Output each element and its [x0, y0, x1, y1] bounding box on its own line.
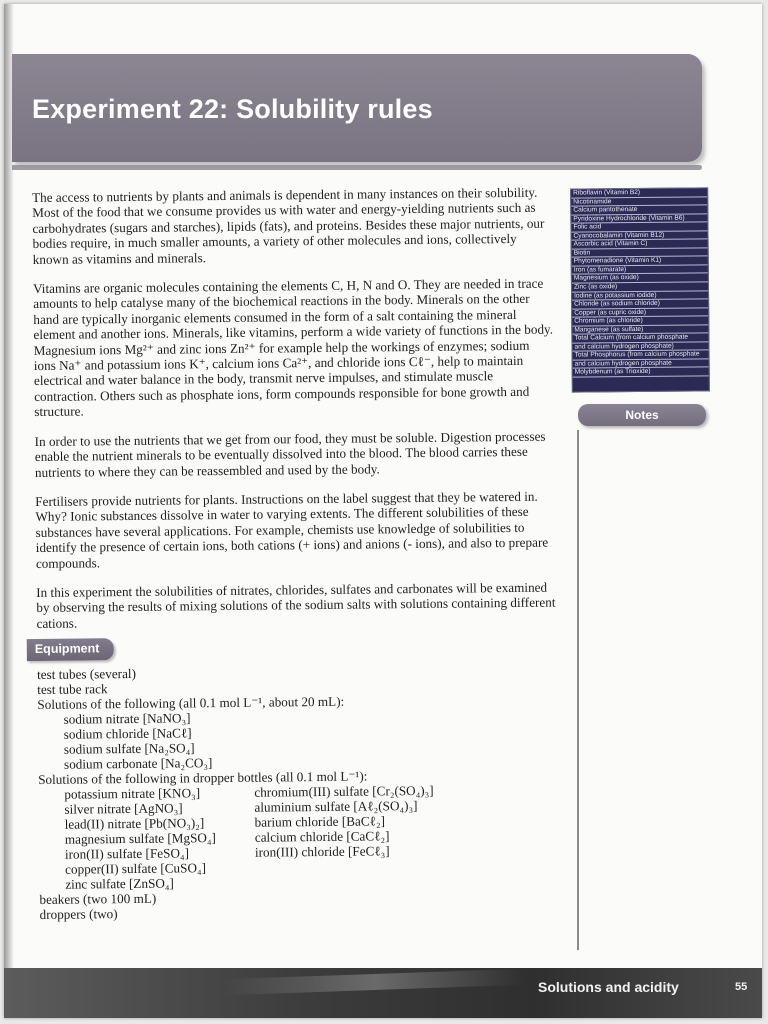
equipment-heading: Equipment — [27, 638, 114, 660]
table-row: and calcium hydrogen phosphate — [573, 359, 709, 369]
list-item: sodium chloride [NaCℓ] — [63, 724, 192, 742]
list-item: silver nitrate [AgNO₃] — [64, 800, 183, 817]
list-item: sodium carbonate [Na₂CO₃] — [63, 754, 213, 772]
list-item: sodium sulfate [Na₂SO₄] — [63, 739, 195, 757]
dropper-heading: Solutions of the following in dropper bottles (all 0.1 mol L⁻¹): — [38, 768, 368, 787]
dropper-column-right — [254, 782, 434, 889]
list-item: beakers (two 100 mL) — [39, 890, 157, 907]
table-row: Iodine (as potassium iodide) — [572, 291, 708, 301]
paragraph-digestion: In order to use the nutrients that we get from our food, they must be soluble. Digestion processes enable the nutrient minerals to be eventually dissolved into the blood. The blood carries these nutrients to where they can be reassembled and used by the body. — [34, 428, 546, 480]
table-row: Pyridoxine Hydrochloride (Vitamin B6) — [571, 214, 707, 224]
title-banner — [12, 54, 702, 162]
table-row: Magnesium (as oxide) — [572, 274, 708, 284]
table-row: Ascorbic acid (Vitamin C) — [572, 240, 708, 250]
page-title: Experiment 22: Solubility rules — [32, 94, 433, 124]
table-row: and calcium hydrogen phosphate) — [572, 342, 708, 352]
table-row: Nicotinamide — [571, 197, 707, 207]
table-row: Total Phosphorus (from calcium phosphate — [573, 351, 709, 361]
list-item: test tubes (several) — [36, 665, 137, 682]
table-row: Iron (as fumarate) — [572, 265, 708, 275]
table-row: Zinc (as oxide) — [572, 282, 708, 292]
notes-divider-line — [577, 430, 579, 950]
paragraph-experiment: In this experiment the solubilities of nitrates, chlorides, sulfates and carbonates will be examined by observing the results of mixing solutions of the sodium salts with solutions containing different cations. — [36, 579, 556, 631]
dropper-column-left — [38, 784, 255, 891]
solutions-heading: Solutions of the following (all 0.1 mol L⁻¹, about 20 mL): — [37, 693, 345, 712]
main-text-column — [32, 185, 560, 922]
table-row: Molybdenum (as Trioxide) — [573, 368, 709, 378]
list-item: potassium nitrate [KNO₃] — [64, 784, 201, 802]
footer-sheen — [224, 969, 524, 995]
list-item: sodium nitrate [NaNO₃] — [63, 709, 191, 727]
list-item: iron(II) sulfate [FeSO₄] — [64, 844, 190, 862]
list-item: copper(II) sulfate [CuSO₄] — [65, 859, 207, 877]
list-item: aluminium sulfate [Aℓ₂(SO₄)₃] — [254, 797, 418, 815]
table-row: Riboflavin (Vitamin B2) — [571, 188, 707, 198]
table-row: Copper (as cupric oxide) — [572, 308, 708, 318]
list-item: barium chloride [BaCℓ₂] — [254, 812, 386, 830]
supplement-label-table — [570, 187, 710, 392]
notes-heading: Notes — [578, 404, 706, 426]
list-item: droppers (two) — [39, 905, 118, 922]
table-row: Chromium (as chloride) — [572, 317, 708, 327]
table-row: Cyanocobalamin (Vitamin B12) — [571, 231, 707, 241]
list-item: magnesium sulfate [MgSO₄] — [64, 829, 216, 847]
list-item: chromium(III) sulfate [Cr₂(SO₄)₃] — [254, 782, 434, 800]
paragraph-fertilisers: Fertilisers provide nutrients for plants. Instructions on the label suggest that they be watered in. Why? Ionic substances dissolve in water to varying extents. The different solubilities of these substances have several applications. For example, chemists use knowledge of solubilities to identify the presence of certain ions, both cations (+ ions) and anions (- ions), and also to prepare compounds. — [35, 488, 549, 571]
table-row: Total Calcium (from calcium phosphate — [572, 334, 708, 344]
table-row: Calcium pantothenate — [571, 206, 707, 216]
paragraph-intro: The access to nutrients by plants and animals is dependent in many instances on their solubility. Most of the food that we consume provides us with water and energy-yielding nutrients such as carbohydrates (sugars and starches), lipids (fats), and proteins. Besides these major nutrients, our bodies require, in much smaller amounts, a variety of other molecules and ions, collectively known as vitamins and minerals. — [32, 184, 545, 267]
paragraph-vitamins: Vitamins are organic molecules containing the elements C, H, N and O. They are needed in trace amounts to help catalyse many of the biochemical reactions in the body. Minerals on the other hand are typically inorganic elements consumed in the form of a salt containing the mineral element and another ions. Minerals, like vitamins, perform a wide variety of functions in the body. Magnesium ions Mg²⁺ and zinc ions Zn²⁺ for example help the workings of enzymes; sodium ions Na⁺ and potassium ions K⁺, calcium ions Ca²⁺, and chloride ions Cℓ⁻, help to maintain electrical and water balance in the body, transmit nerve impulses, and stimulate muscle contraction. Others such as phosphate ions, form compounds responsible for bone growth and structure. — [32, 275, 554, 420]
table-row: Folic acid — [571, 223, 707, 233]
list-item: test tube rack — [37, 680, 108, 697]
dropper-bottle-list — [38, 781, 559, 891]
table-row: Chloride (as sodium chloride) — [572, 300, 708, 310]
table-row: Manganese (as sulfate) — [572, 325, 708, 335]
list-item: calcium chloride [CaCℓ₂] — [254, 827, 390, 845]
list-item: lead(II) nitrate [Pb(NO₃)₂] — [64, 814, 205, 832]
equipment-list — [37, 661, 560, 921]
list-item: zinc sulfate [ZnSO₄] — [65, 875, 174, 892]
list-item: iron(III) chloride [FeCℓ₃] — [254, 842, 390, 860]
title-banner-ribbon — [12, 165, 702, 170]
table-row: Biotin — [572, 248, 708, 258]
table-row: Phytomenadione (Vitamin K1) — [572, 257, 708, 267]
footer-section-title: Solutions and acidity — [538, 979, 679, 995]
page-number: 55 — [735, 981, 748, 993]
